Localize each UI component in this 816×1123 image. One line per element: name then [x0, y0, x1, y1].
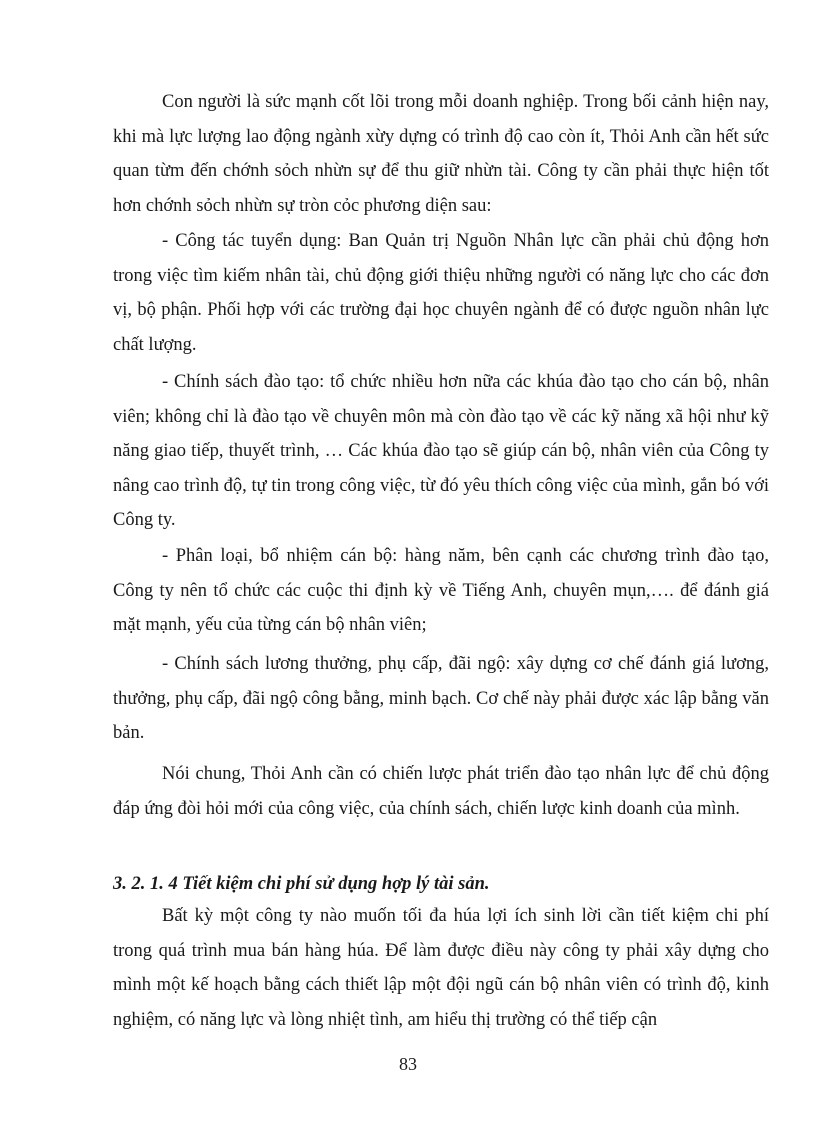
- paragraph-conclusion: [113, 757, 769, 826]
- page-number: 83: [399, 1054, 417, 1074]
- paragraph-classification-text: - Phân loại, bổ nhiệm cán bộ: hàng năm, bên cạnh các chương trình đào tạo, Công ty nên tổ chức các cuộc thi định kỳ về Tiếng Anh, chuyên mụn,…. để đánh giá mặt mạnh, yếu của từng cán bộ nhân viên;: [113, 546, 769, 635]
- paragraph-conclusion-text: Nói chung, Thỏi Anh cần có chiến lược phát triển đào tạo nhân lực để chủ động đáp ứng đòi hỏi mới của công việc, của chính sách, chiến lược kinh doanh của mình.: [113, 764, 769, 819]
- paragraph-intro: [113, 85, 769, 223]
- paragraph-training-text: - Chính sách đào tạo: tổ chức nhiều hơn nữa các khúa đào tạo cho cán bộ, nhân viên; không chỉ là đào tạo về chuyên môn mà còn đào tạo về các kỹ năng xã hội như kỹ năng giao tiếp, thuyết trình, … Các khúa đào tạo sẽ giúp cán bộ, nhân viên của Công ty nâng cao trình độ, tự tin trong công việc, từ đó yêu thích công việc của mình, gắn bó với Công ty.: [113, 372, 769, 530]
- paragraph-classification: [113, 539, 769, 643]
- paragraph-section-text: Bất kỳ một công ty nào muốn tối đa húa lợi ích sinh lời cần tiết kiệm chi phí trong quá trình mua bán hàng húa. Để làm được điều này công ty phải xây dựng cho mình một kế hoạch bằng cách thiết lập một đội ngũ cán bộ nhân viên có trình độ, kinh nghiệm, có năng lực và lòng nhiệt tình, am hiểu thị trường có thể tiếp cận: [113, 906, 769, 1030]
- paragraph-intro-text: Con người là sức mạnh cốt lõi trong mỗi doanh nghiệp. Trong bối cảnh hiện nay, khi mà lực lượng lao động ngành xừy dựng có trình độ cao còn ít, Thỏi Anh cần hết sức quan từm đến chớnh sỏch nhừn sự để thu giữ nhừn tài. Công ty cần phải thực hiện tốt hơn chớnh sỏch nhừn sự tròn cỏc phương diện sau:: [113, 92, 769, 216]
- paragraph-section: [113, 899, 769, 1037]
- paragraph-compensation: [113, 647, 769, 751]
- paragraph-recruitment: [113, 224, 769, 362]
- section-heading: 3. 2. 1. 4 Tiết kiệm chi phí sử dụng hợp lý tài sản.: [113, 874, 490, 894]
- paragraph-recruitment-text: - Công tác tuyển dụng: Ban Quản trị Nguồn Nhân lực cần phải chủ động hơn trong việc tìm kiếm nhân tài, chủ động giới thiệu những người có năng lực cho các đơn vị, bộ phận. Phối hợp với các trường đại học chuyên ngành để có được nguồn nhân lực chất lượng.: [113, 231, 769, 355]
- paragraph-training: [113, 365, 769, 538]
- paragraph-compensation-text: - Chính sách lương thưởng, phụ cấp, đãi ngộ: xây dựng cơ chế đánh giá lương, thưởng, phụ cấp, đãi ngộ công bằng, minh bạch. Cơ chế này phải được xác lập bằng văn bản.: [113, 654, 769, 743]
